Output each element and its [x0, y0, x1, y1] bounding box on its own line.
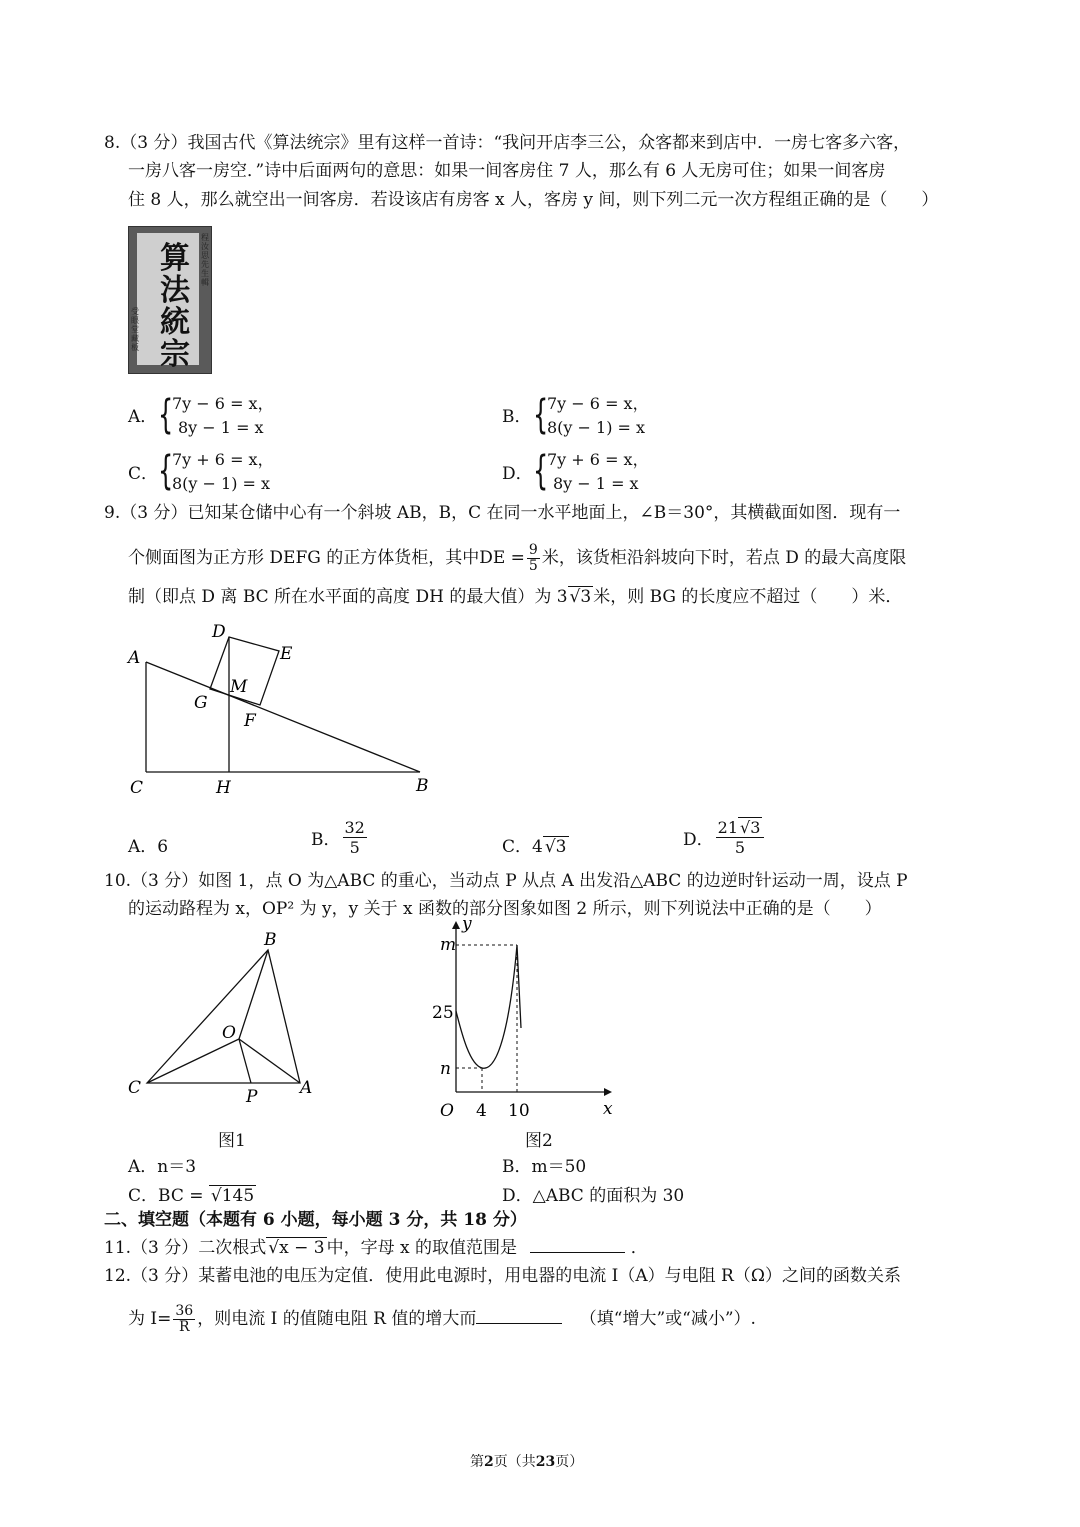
label-o: O	[440, 1101, 454, 1121]
figure1-caption: 图1	[218, 1131, 246, 1151]
triangle-abc	[147, 950, 300, 1083]
label-c: C	[130, 778, 144, 798]
label-c: C	[128, 1078, 142, 1098]
label-x: x	[603, 1099, 613, 1119]
q9-option-b: B． $\frac{32}{5}$	[311, 818, 365, 857]
q8-option-b-label: B．	[502, 407, 532, 427]
label-m: m	[440, 935, 457, 955]
label-25: 25	[432, 1003, 454, 1023]
label-b: B	[416, 776, 429, 796]
q9-option-d: D． $\frac{21 √3}{5}$	[683, 818, 766, 857]
brace-icon: {	[158, 448, 174, 494]
q10-line2: 的运动路程为 x，OP² 为 y，y 关于 x 函数的部分图象如图 2 所示，则下列说法中正确的是（ ）	[128, 899, 882, 919]
function-curve	[456, 945, 521, 1068]
triangle-figure	[120, 925, 330, 1110]
q8-line3: 住 8 人，那么就空出一间客房．若设该店有房客 x 人，客房 y 间，则下列二元一次方程组正确的是（ ）	[128, 190, 939, 210]
label-m: M	[230, 677, 248, 697]
figure2-caption: 图2	[525, 1131, 553, 1151]
label-a: A	[128, 648, 141, 668]
q9-line2: 个侧面图为正方形 DEFG 的正方体货柜，其中DE = $\frac{9}{5}$ 米，该货柜沿斜坡向下时，若点 D 的最大高度限	[128, 542, 907, 574]
q10-option-d: D．△ABC 的面积为 30	[502, 1186, 685, 1206]
label-h: H	[216, 778, 231, 798]
q9-option-a: A．6	[128, 837, 169, 857]
label-a: A	[300, 1078, 313, 1098]
q8-line2: 一房八客一房空．”诗中后面两句的意思：如果一间客房住 7 人，那么有 6 人无房可住；如果一间客房	[128, 161, 886, 181]
q8-option-a-label: A．	[128, 407, 158, 427]
sqrt-expression: √3	[569, 587, 592, 607]
fraction: $\frac{9}{5}$	[528, 542, 538, 574]
q10-option-b: B．m＝50	[502, 1157, 587, 1177]
sqrt-expression: √x − 3	[268, 1238, 325, 1258]
q10-option-c: C．BC = √145	[128, 1186, 255, 1206]
label-d: D	[212, 622, 226, 642]
label-o: O	[222, 1023, 236, 1043]
answer-blank[interactable]	[530, 1252, 625, 1253]
segment-oc	[147, 1039, 239, 1083]
q8-option-c: { 7y + 6 = x， 8(y − 1) = x	[158, 448, 274, 494]
q8-line1: 8.（3 分）我国古代《算法统宗》里有这样一首诗：“我问开店李三公，众客都来到店中．一房七客多六客，	[104, 133, 911, 153]
label-y: y	[462, 915, 472, 934]
brace-icon: {	[158, 392, 174, 438]
book-title: 算法統宗	[160, 241, 190, 372]
segment-ob	[239, 950, 268, 1039]
label-e: E	[280, 644, 293, 664]
q11: 11.（3 分）二次根式 √x − 3 中，字母 x 的取值范围是 ．	[104, 1238, 648, 1258]
brace-icon: {	[533, 448, 549, 494]
label-10: 10	[508, 1101, 530, 1121]
q10-option-a: A．n＝3	[128, 1157, 197, 1177]
q12-line1: 12.（3 分）某蓄电池的电压为定值．使用此电源时，用电器的电流 I（A）与电阻 R（Ω）之间的函数关系	[104, 1266, 901, 1286]
q8-option-d: { 7y + 6 = x， 8y − 1 = x	[533, 448, 649, 494]
x-axis-arrow-icon	[604, 1088, 612, 1096]
q9-line3: 制（即点 D 离 BC 所在水平面的高度 DH 的最大值）为 3 √3 米，则 BG 的长度应不超过（ ）米．	[128, 587, 903, 607]
slope-figure	[120, 615, 440, 805]
book-side-right: 程汝思先生輯	[201, 233, 209, 287]
label-p: P	[246, 1087, 258, 1107]
q8-option-c-label: C．	[128, 464, 159, 484]
book-side-left: 受眼堂藏板	[131, 307, 139, 352]
section-heading: 二、填空题（本题有 6 小题，每小题 3 分，共 18 分）	[104, 1210, 527, 1230]
label-n: n	[440, 1059, 451, 1079]
segment-ab	[146, 662, 420, 772]
label-b: B	[264, 930, 277, 950]
q9-option-c: C．4 √3	[502, 837, 567, 857]
function-graph	[420, 915, 630, 1125]
q12-line2: 为 I= $\frac{36}{R}$ ，则电流 I 的值随电阻 R 值的增大而 （填“增大”或“减小”）.	[128, 1303, 756, 1335]
q8-option-a: { 7y − 6 = x， 8y − 1 = x	[158, 392, 274, 438]
label-4: 4	[476, 1101, 487, 1121]
brace-icon: {	[533, 392, 549, 438]
label-f: F	[244, 711, 256, 731]
book-cover-image	[128, 226, 212, 374]
q10-line1: 10.（3 分）如图 1，点 O 为△ABC 的重心，当动点 P 从点 A 出发沿△ABC 的边逆时针运动一周，设点 P	[104, 871, 908, 891]
page-footer: 第2页（共23页）	[470, 1454, 584, 1470]
label-g: G	[194, 693, 208, 713]
q9-line1: 9.（3 分）已知某仓储中心有一个斜坡 AB，B，C 在同一水平地面上，∠B＝30°，其横截面如图．现有一	[104, 503, 901, 523]
answer-blank[interactable]	[476, 1323, 562, 1324]
q8-option-b: { 7y − 6 = x， 8(y − 1) = x	[533, 392, 649, 438]
y-axis-arrow-icon	[452, 921, 460, 929]
q8-option-d-label: D．	[502, 464, 533, 484]
fraction: $\frac{36}{R}$	[175, 1303, 194, 1335]
